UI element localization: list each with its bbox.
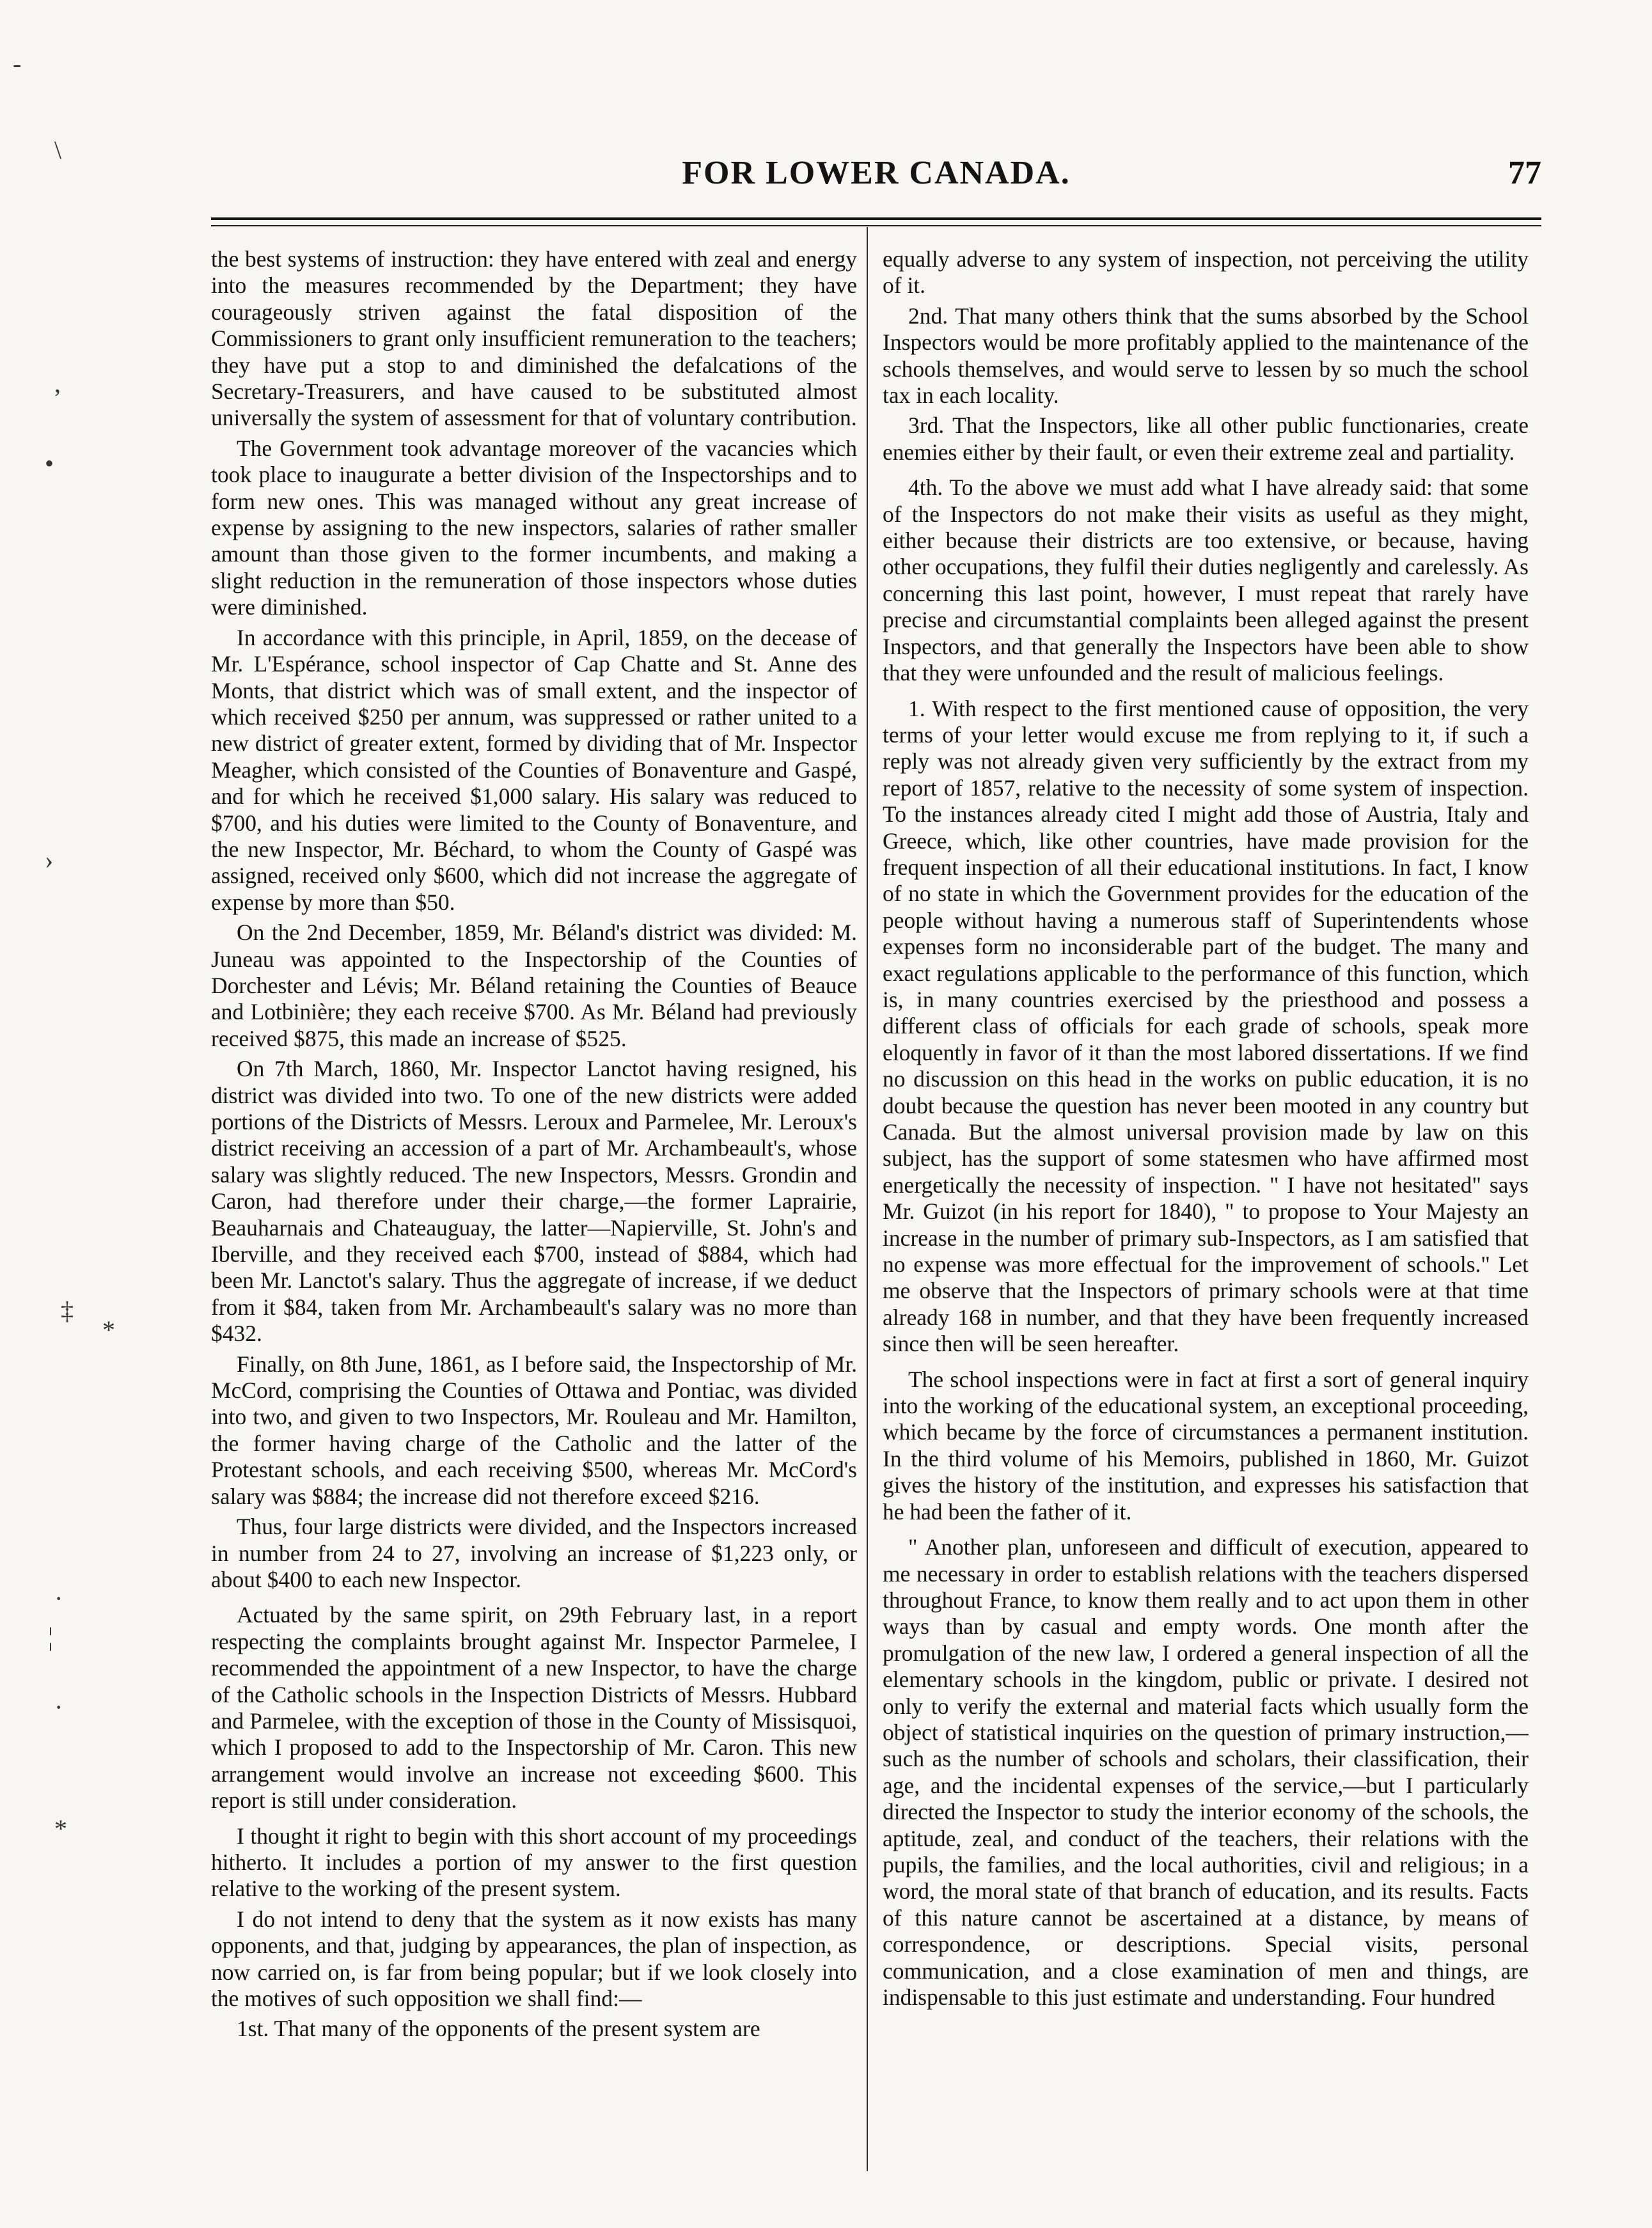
- page-number: 77: [1508, 155, 1541, 191]
- paragraph: 1st. That many of the opponents of the present system are: [237, 2016, 760, 2042]
- paragraph: Actuated by the same spirit, on 29th February last, in a report respecting the complaints brought against Mr. Inspector Parmelee, I recommended the appointment of a new Inspector, to have the charge of the Catholic schools in the Inspection Districts of Messrs. Hubbard and Parmelee, with the exception of those in the County of Missisquoi, which I proposed to add to the Inspectorship of Mr. Caron. This new arrangement would involve an increase not exceeding $600. This report is still under consideration.: [211, 1602, 857, 1814]
- margin-mark: ·: [54, 1584, 63, 1613]
- margin-mark: ,: [54, 369, 61, 398]
- paragraph: On the 2nd December, 1859, Mr. Béland's district was divided: M. Juneau was appointed to the Inspectorship of the Counties of Dorchester and Lévis; Mr. Béland retaining the Counties of Beauce and Lotbinière; they each receive $700. As Mr. Béland had previously received $875, this made an increase of $525.: [211, 920, 857, 1051]
- margin-mark: •: [45, 449, 54, 478]
- margin-mark: *: [54, 1814, 67, 1843]
- paragraph: " Another plan, unforeseen and difficult of execution, appeared to me necessary in order to establish relations with the teachers dispersed throughout France, to know them really and to act upon them in other ways than by casual and empty words. One month after the promulgation of the new law, I ordered a general inspection of all the elementary schools in the kingdom, public or private. I desired not only to verify the external and material facts which usually form the object of statistical inquiries on the question of primary instruction,—such as the number of schools and scholars, their classification, their age, and the incidental expenses of the service,—but I particularly directed the Inspector to study the interior economy of the schools, the aptitude, zeal, and conduct of the teachers, their relations with the pupils, the families, and the local authorities, civil and religious; in a word, the moral state of that branch of education, and its results. Facts of this nature cannot be ascertained at a distance, by means of correspondence, or descriptions. Special visits, personal communication, and a close examination of men and things, are indispensable to this just estimate and understanding. Four hundred: [883, 1534, 1529, 2010]
- paragraph: Finally, on 8th June, 1861, as I before said, the Inspectorship of Mr. McCord, comprising the Counties of Ottawa and Pontiac, was divided into two, and given to two Inspectors, Mr. Rouleau and Mr. Hamilton, the former having charge of the Catholic and the latter of the Protestant schools, and each receiving $500, whereas Mr. McCord's salary was $884; the increase did not therefore exceed $216.: [211, 1351, 857, 1509]
- running-header: [211, 150, 1541, 195]
- column-divider: [867, 227, 868, 2171]
- paragraph: 1. With respect to the first mentioned cause of opposition, the very terms of your letter would excuse me from replying to it, if such a reply was not already given very sufficiently by the extract from my report of 1857, relative to the necessity of some system of inspection. To the instances already cited I might add those of Austria, Italy and Greece, which, like other countries, have made provision for the frequent inspection of all their educational institutions. In fact, I know of no state in which the Government provides for the education of the people without having a numerous staff of Superintendents whose expenses form no inconsiderable part of the budget. The many and exact regulations applicable to the performance of this function, which is, in many countries exercised by the priesthood and possess a different class of officials for each grade of schools, speak more eloquently in favor of it than the most labored dissertations. If we find no discussion on this head in the works on public education, it is no doubt because the question has never been mooted in any country but Canada. But the almost universal provision made by law on this subject, has the support of some statesmen who have affirmed most energetically the necessity of inspection. " I have not hesitated" says Mr. Guizot (in his report for 1840), " to propose to Your Majesty an increase in the number of primary sub-Inspectors, as I am satisfied that no expense was more effectual for the improvement of schools." Let me observe that the Inspectors of primary schools were at that time already 168 in number, and that they have been frequently increased since then will be seen hereafter.: [883, 695, 1529, 1357]
- header-rule-thin: [211, 225, 1541, 226]
- paragraph: I thought it right to begin with this short account of my proceedings hitherto. It includes a portion of my answer to the first question relative to the working of the present system.: [211, 1823, 857, 1902]
- paragraph: equally adverse to any system of inspection, not perceiving the utility of it.: [883, 246, 1529, 299]
- paragraph: 3rd. That the Inspectors, like all other public functionaries, create enemies either by their fault, or even their extreme zeal and partiality.: [883, 412, 1529, 465]
- header-rule-thick: [211, 217, 1541, 220]
- paragraph: 2nd. That many others think that the sums absorbed by the School Inspectors would be more profitably applied to the maintenance of the schools themselves, and would serve to lessen by so much the school tax in each locality.: [883, 302, 1529, 409]
- paragraph: The school inspections were in fact at first a sort of general inquiry into the working of the educational system, an exceptional proceeding, which became by the force of circumstances a permanent institution. In the third volume of his Memoirs, published in 1860, Mr. Guizot gives the history of the institution, and expresses his satisfaction that he had been the father of it.: [883, 1366, 1529, 1525]
- margin-mark: ·: [54, 1693, 63, 1722]
- margin-mark: ›: [45, 845, 54, 874]
- margin-mark: ‡: [61, 1296, 74, 1325]
- left-column: [211, 246, 857, 2171]
- margin-mark: *: [102, 1315, 115, 1344]
- margin-mark: ¦: [48, 1622, 54, 1651]
- margin-mark: \: [54, 136, 62, 164]
- paragraph: the best systems of instruction: they have entered with zeal and energy into the measures recommended by the Department; they have courageously striven against the fatal disposition of the Commissioners to grant only insufficient remuneration to the teachers; they have put a stop to and diminished the defalcations of the Secretary-Treasurers, and have caused to be substituted almost universally the system of assessment for that of voluntary contribution.: [211, 246, 857, 431]
- right-column: [883, 246, 1529, 2171]
- paragraph: In accordance with this principle, in April, 1859, on the decease of Mr. L'Espérance, school inspector of Cap Chatte and St. Anne des Monts, that district which was of small extent, and the inspector of which received $250 per annum, was suppressed or rather united to a new district of greater extent, formed by dividing that of Mr. Inspector Meagher, which consisted of the Counties of Bonaventure and Gaspé, and for which he received $1,000 salary. His salary was reduced to $700, and his duties were limited to the County of Bonaventure, and the new Inspector, Mr. Béchard, to whom the County of Gaspé was assigned, received only $600, which did not increase the aggregate of expense by more than $50.: [211, 624, 857, 915]
- paragraph: I do not intend to deny that the system as it now exists has many opponents, and that, judging by appearances, the plan of inspection, as now carried on, is far from being popular; but if we look closely into the motives of such opposition we shall find:—: [211, 1906, 857, 2011]
- margin-mark: -: [13, 49, 22, 78]
- paragraph: On 7th March, 1860, Mr. Inspector Lanctot having resigned, his district was divided into two. To one of the new districts were added portions of the Districts of Messrs. Leroux and Parmelee, Mr. Leroux's district receiving an accession of a part of Mr. Archambeault's, whose salary was slightly reduced. The new Inspectors, Messrs. Grondin and Caron, had therefore under their charge,—the former Laprairie, Beauharnais and Chateauguay, the latter—Napierville, St. John's and Iberville, and they received each $700, instead of $884, which had been Mr. Lanctot's salary. Thus the aggregate of increase, if we deduct from it $84, taken from Mr. Archambeault's salary was no more than $432.: [211, 1056, 857, 1347]
- paragraph: 4th. To the above we must add what I have already said: that some of the Inspectors do not make their visits as useful as they might, either because their districts are too extensive, or because, having other occupations, they fulfil their duties negligently and carelessly. As concerning this last point, however, I must repeat that rarely have precise and circumstantial complaints been alleged against the present Inspectors, and that generally the Inspectors have been able to show that they were unfounded and the result of malicious feelings.: [883, 475, 1529, 686]
- paragraph: Thus, four large districts were divided, and the Inspectors increased in number from 24 to 27, involving an increase of $1,223 only, or about $400 to each new Inspector.: [211, 1514, 857, 1592]
- paragraph: The Government took advantage moreover of the vacancies which took place to inaugurate a better division of the Inspectorships and to form new ones. This was managed without any great increase of expense by assigning to the new inspectors, salaries of rather smaller amount than those given to the former incumbents, and making a slight reduction in the remuneration of those inspectors whose duties were diminished.: [211, 435, 857, 620]
- running-title: FOR LOWER CANADA.: [682, 155, 1071, 191]
